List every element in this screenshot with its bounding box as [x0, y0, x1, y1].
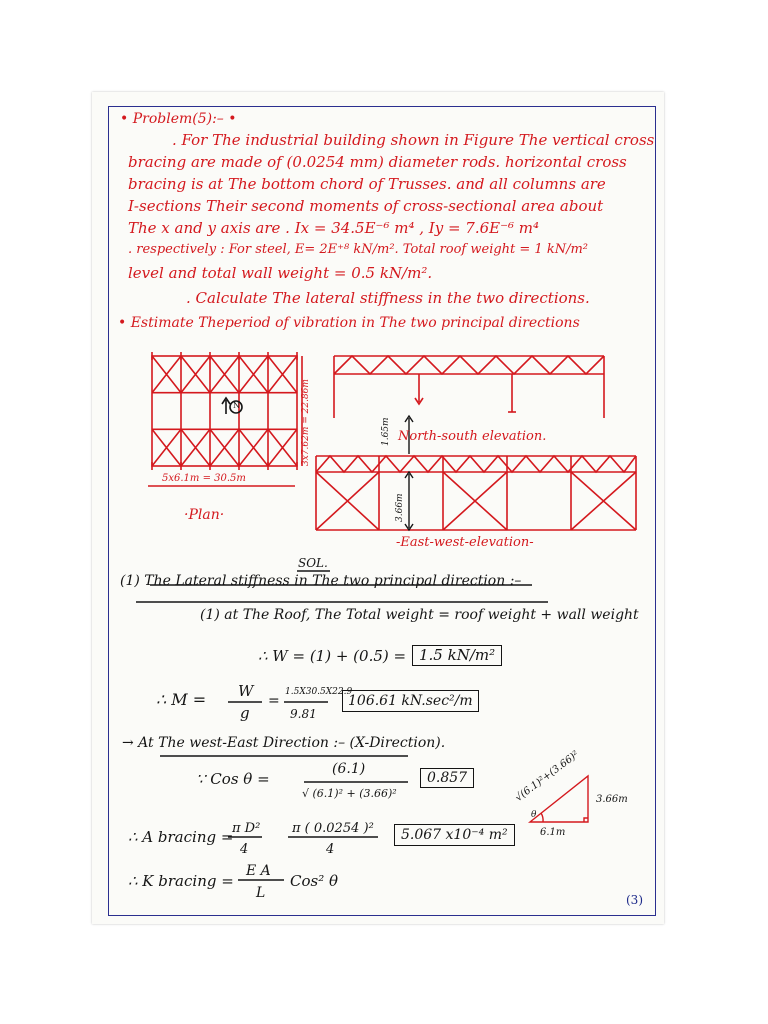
plan-height-dimension: 3x7.62m = 22.86m	[301, 379, 311, 466]
area-result: 5.067 x10⁻⁴ m²	[394, 824, 515, 846]
mass-result: 106.61 kN.sec²/m	[342, 690, 479, 712]
triangle-base: 6.1m	[540, 827, 566, 838]
stiffness-rhs: Cos² θ	[290, 872, 339, 890]
area-den-2: 4	[326, 842, 335, 857]
step-1-heading: (1) The Lateral stiffness in The two principal direction :–	[120, 573, 522, 589]
mass-calc-den: 9.81	[290, 707, 317, 721]
cos-numerator: (6.1)	[332, 761, 366, 777]
step-1a-text: (1) at The Roof, The Total weight = roof weight + wall weight	[200, 607, 639, 623]
mass-equals: =	[268, 693, 280, 709]
height-dimension-1: 1.65m	[381, 417, 391, 446]
mass-frac-num: W	[238, 682, 254, 700]
stiffness-lhs: ∴ K bracing =	[128, 872, 234, 890]
problem-line-3: bracing is at The bottom chord of Trusses. and all columns are	[128, 175, 606, 193]
stiffness-den: L	[256, 885, 266, 901]
problem-line-1: . For The industrial building shown in Figure The vertical cross	[172, 131, 655, 149]
problem-line-4: I-sections Their second moments of cross-sectional area about	[128, 197, 604, 215]
problem-line-2: bracing are made of (0.0254 mm) diameter rods. horizontal cross	[128, 153, 627, 171]
plan-width-dimension: 5x6.1m = 30.5m	[162, 473, 246, 484]
page-number: (3)	[626, 893, 643, 907]
triangle-vertical: 3.66m	[596, 794, 628, 805]
height-dimension-2: 3.66m	[395, 493, 405, 522]
triangle-angle: θ	[531, 810, 537, 820]
plan-label: ·Plan·	[184, 507, 225, 523]
cos-result: 0.857	[420, 768, 474, 788]
north-south-truss	[334, 356, 604, 418]
weight-result: 1.5 kN/m²	[412, 645, 502, 666]
east-west-frame	[316, 456, 636, 530]
cos-lhs: ∵ Cos θ =	[196, 770, 270, 788]
area-num-1: π D²	[232, 821, 261, 836]
direction-heading: → At The west-East Direction :– (X-Direction).	[122, 735, 446, 751]
problem-line-6: . respectively : For steel, E= 2E⁺⁸ kN/m². Total roof weight = 1 kN/m²	[128, 242, 589, 257]
mass-lhs: ∴ M =	[156, 690, 207, 709]
east-west-elevation-label: -East-west-elevation-	[396, 535, 534, 550]
triangle-hypotenuse: √(6.1)²+(3.66)²	[513, 749, 582, 804]
solution-label: SOL.	[298, 556, 328, 570]
mass-frac-den: g	[240, 704, 250, 722]
plan-grid	[148, 352, 302, 486]
area-lhs: ∴ A bracing =	[128, 828, 234, 846]
stiffness-num: E A	[246, 863, 271, 879]
area-num-2: π ( 0.0254 )²	[292, 821, 374, 836]
north-mark: N	[233, 401, 240, 410]
weight-equation: ∴ W = (1) + (0.5) =	[258, 647, 407, 665]
cos-denominator: √ (6.1)² + (3.66)²	[302, 787, 397, 800]
mass-calc-num: 1.5X30.5X22.9	[285, 687, 353, 697]
problem-heading: • Problem(5):– •	[120, 111, 237, 127]
task-1: . Calculate The lateral stiffness in the two directions.	[186, 289, 590, 307]
north-south-elevation-label: North-south elevation.	[398, 429, 547, 444]
problem-line-7: level and total wall weight = 0.5 kN/m².	[128, 264, 433, 282]
area-den-1: 4	[240, 842, 249, 857]
task-2: • Estimate Theperiod of vibration in The two principal directions	[118, 315, 580, 331]
problem-line-5: The x and y axis are . Ix = 34.5E⁻⁶ m⁴ , Iy = 7.6E⁻⁶ m⁴	[128, 219, 540, 237]
